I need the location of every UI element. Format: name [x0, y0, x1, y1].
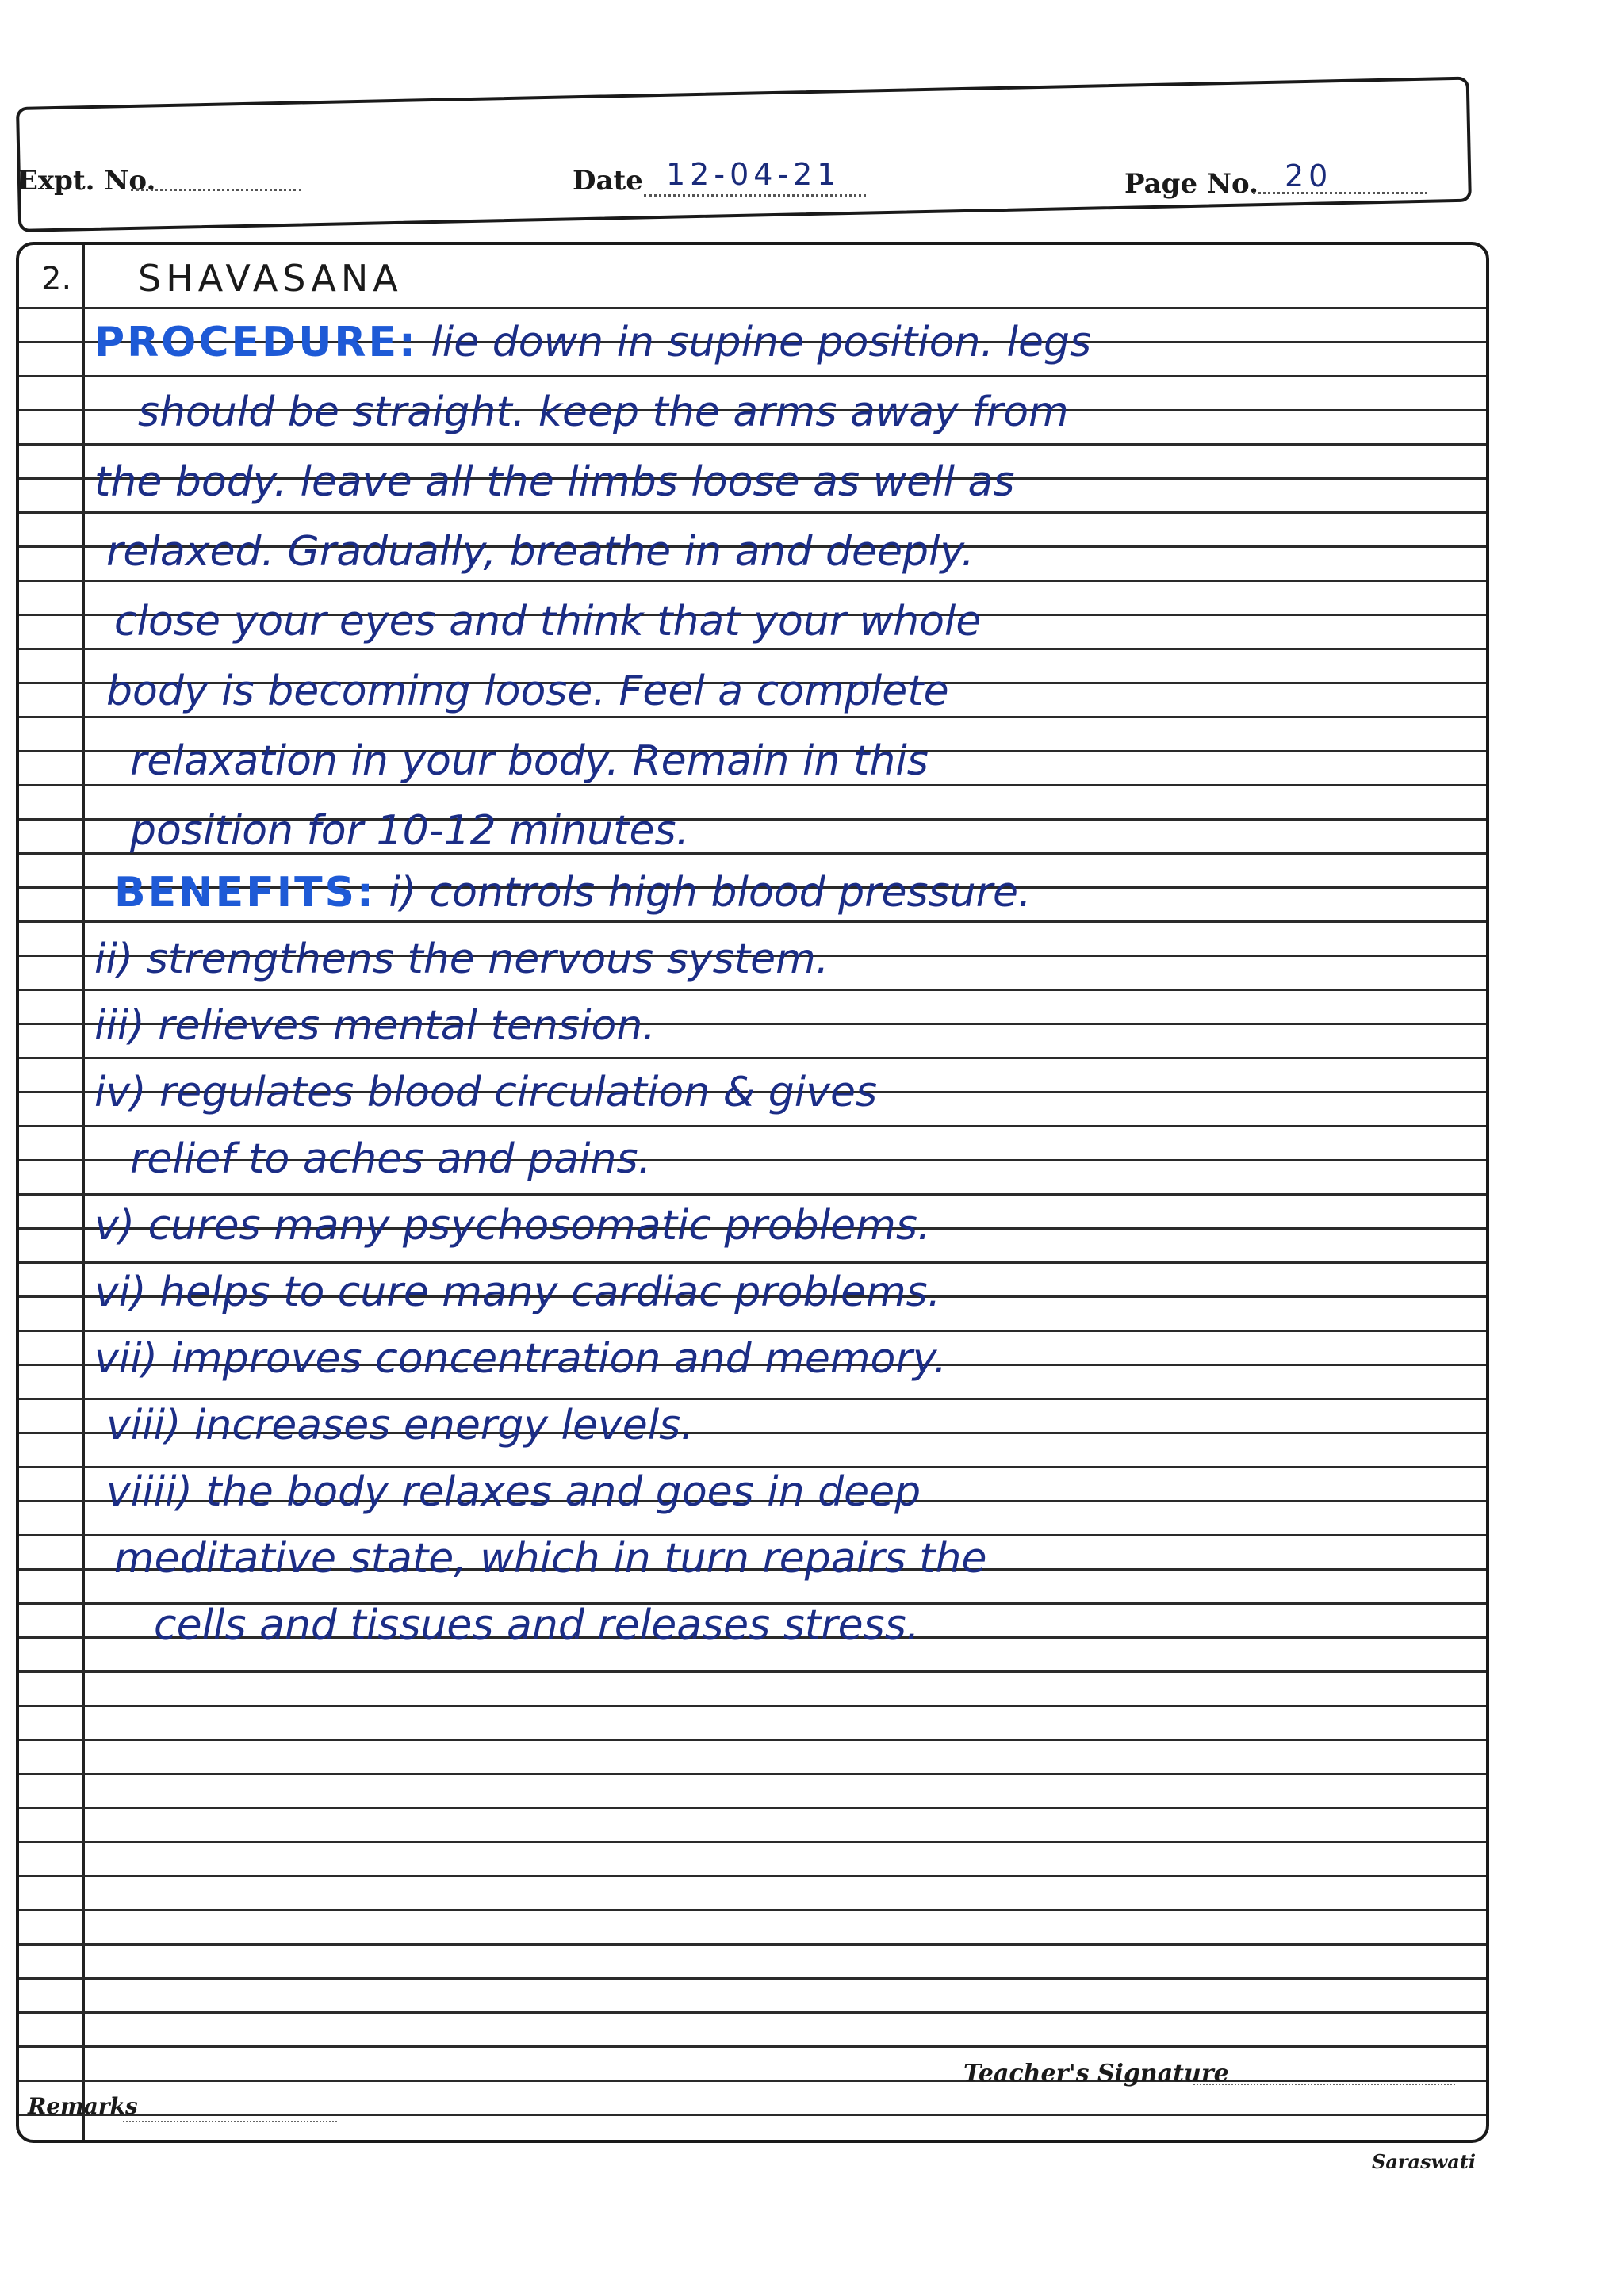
rule-line	[19, 1670, 1486, 1673]
benefits-line: cells and tissues and releases stress.	[154, 1601, 920, 1649]
rule-line	[19, 2011, 1486, 2014]
benefits-line: vi) helps to cure many cardiac problems.	[94, 1269, 941, 1316]
date-value: 12-04-21	[666, 157, 841, 192]
page-no-line	[1253, 192, 1427, 194]
benefits-line	[114, 859, 1462, 927]
benefits-line: iv) regulates blood circulation & gives	[94, 1069, 878, 1116]
procedure-line: position for 10-12 minutes.	[130, 807, 690, 855]
rule-line	[19, 1705, 1486, 1707]
rule-line	[19, 1943, 1486, 1946]
procedure-line: body is becoming loose. Feel a complete	[106, 668, 949, 715]
rule-line	[19, 2114, 1486, 2116]
procedure-line: close your eyes and think that your whole	[114, 598, 982, 645]
benefits-line: vii) improves concentration and memory.	[94, 1335, 947, 1383]
teacher-signature-label: Teacher's Signature	[963, 2060, 1229, 2087]
margin-line	[82, 245, 85, 2140]
rule-line	[19, 1909, 1486, 1911]
page-no-label: Page No.	[1124, 168, 1258, 200]
entry-number: 2.	[41, 261, 72, 297]
procedure-line: should be straight. keep the arms away from	[138, 388, 1069, 436]
brand-mark: Saraswati	[1372, 2150, 1477, 2173]
expt-no-line	[131, 189, 301, 191]
procedure-line: the body. leave all the limbs loose as well as	[94, 458, 1015, 506]
benefits-text: i) controls high blood pressure.	[389, 869, 1032, 916]
procedure-line: relaxation in your body. Remain in this	[130, 737, 929, 785]
benefits-line: iii) relieves mental tension.	[94, 1002, 656, 1050]
benefits-heading: BENEFITS:	[114, 869, 376, 916]
rule-line	[19, 2080, 1486, 2082]
page-no-value: 20	[1285, 159, 1333, 193]
benefits-line: v) cures many psychosomatic problems.	[94, 1202, 931, 1249]
rule-line	[19, 1773, 1486, 1775]
expt-no-label: Expt. No.	[17, 165, 156, 197]
remarks-label: Remarks	[28, 2093, 138, 2119]
benefits-line: viiii) the body relaxes and goes in deep	[106, 1468, 921, 1516]
rule-line	[19, 2045, 1486, 2048]
rule-line	[19, 1875, 1486, 1877]
header-box	[16, 77, 1472, 232]
benefits-line: relief to aches and pains.	[130, 1135, 652, 1183]
date-line	[644, 194, 866, 197]
rule-line	[19, 1977, 1486, 1980]
remarks-line	[123, 2121, 337, 2122]
benefits-line: ii) strengthens the nervous system.	[94, 936, 829, 983]
rule-line	[19, 1841, 1486, 1843]
rule-line	[19, 1807, 1486, 1809]
procedure-line: relaxed. Gradually, breathe in and deeply.	[106, 528, 975, 576]
benefits-line: viii) increases energy levels.	[106, 1402, 694, 1449]
procedure-heading: PROCEDURE:	[94, 319, 418, 366]
rule-line	[19, 1739, 1486, 1741]
ruled-body	[16, 242, 1489, 2143]
procedure-text: lie down in supine position. legs	[431, 319, 1092, 366]
signature-line	[1193, 2084, 1455, 2085]
date-label: Date	[573, 165, 643, 197]
procedure-line	[94, 308, 1442, 377]
entry-title: SHAVASANA	[138, 257, 403, 300]
benefits-line: meditative state, which in turn repairs the	[114, 1535, 987, 1582]
